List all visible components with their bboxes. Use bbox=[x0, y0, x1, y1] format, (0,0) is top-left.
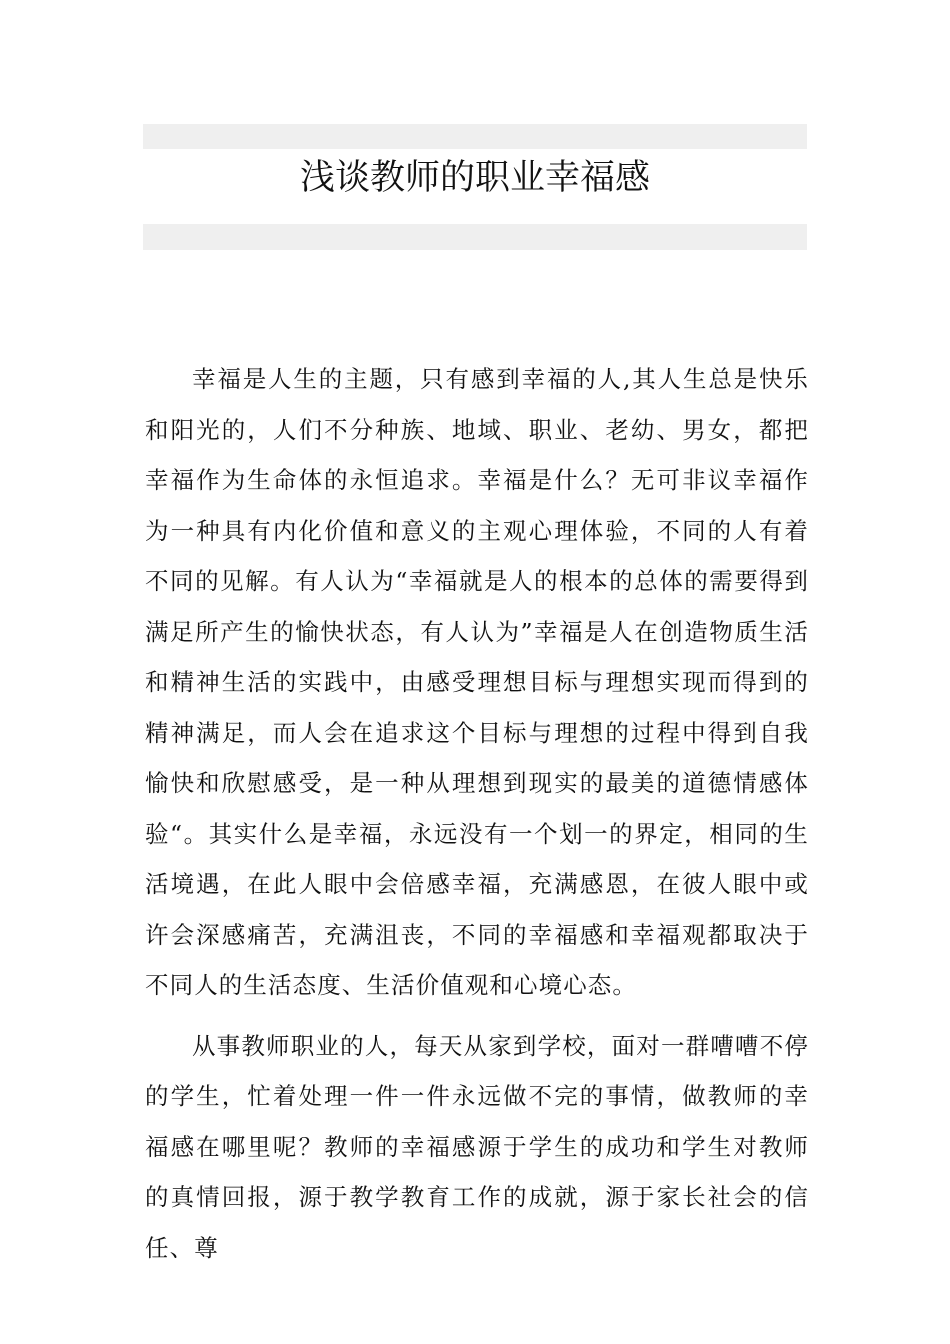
title-band-top bbox=[143, 124, 807, 149]
paragraph: 幸福是人生的主题，只有感到幸福的人,其人生总是快乐和阳光的，人们不分种族、地域、职业、老幼、男女，都把幸福作为生命体的永恒追求。幸福是什么？无可非议幸福作为一种具有内化价值和意义的主观心理体验，不同的人有着不同的见解。有人认为“幸福就是人的根本的总体的需要得到满足所产生的愉快状态，有人认为”幸福是人在创造物质生活和精神生活的实践中，由感受理想目标与理想实现而得到的精神满足，而人会在追求这个目标与理想的过程中得到自我愉快和欣慰感受，是一种从理想到现实的最美的道德情感体验“。其实什么是幸福，永远没有一个划一的界定，相同的生活境遇，在此人眼中会倍感幸福，充满感恩，在彼人眼中或许会深感痛苦，充满沮丧，不同的幸福感和幸福观都取决于不同人的生活态度、生活价值观和心境心态。 bbox=[145, 365, 809, 999]
title-band-bottom bbox=[143, 224, 807, 250]
document-body bbox=[145, 354, 809, 1273]
paragraph: 从事教师职业的人，每天从家到学校，面对一群嘈嘈不停的学生，忙着处理一件一件永远做不完的事情，做教师的幸福感在哪里呢？教师的幸福感源于学生的成功和学生对教师的真情回报，源于教学教育工作的成就，源于家长社会的信任、尊 bbox=[145, 1031, 809, 1262]
document-title: 浅谈教师的职业幸福感 bbox=[299, 158, 650, 198]
